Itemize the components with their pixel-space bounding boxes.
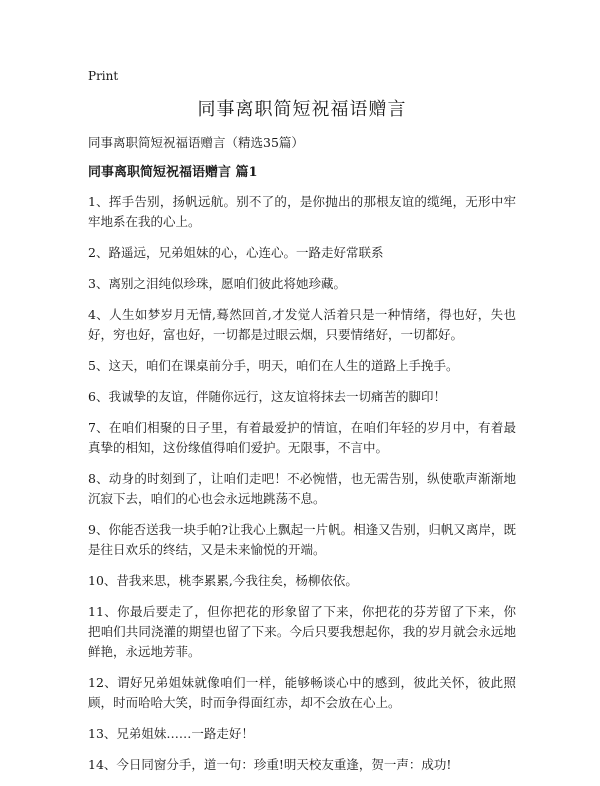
paragraph-5: 5、这天，咱们在课桌前分手，明天，咱们在人生的道路上手挽手。 (88, 358, 459, 373)
paragraph-10: 10、昔我来思，桃李累累,今我往矣，杨柳依依。 (88, 573, 358, 588)
paragraph-12: 12、谓好兄弟姐妹就像咱们一样，能够畅谈心中的感到，彼此关怀，彼此照顾，时而哈哈大笑，时而争得面红赤，却不会放在心上。 (88, 675, 516, 710)
paragraph-1: 1、挥手告别，扬帆远航。别不了的，是你抛出的那根友谊的缆绳，无形中牢牢地系在我的心上。 (88, 194, 516, 229)
paragraph-6: 6、我诚挚的友谊，伴随你远行，这友谊将抹去一切痛苦的脚印！ (88, 389, 446, 404)
paragraph-11: 11、你最后要走了，但你把花的形象留了下来，你把花的芬芳留了下来，你把咱们共同浇灌的期望也留了下来。今后只要我想起你，我的岁月就会永远地鲜艳，永远地芳菲。 (88, 604, 516, 659)
page-title: 同事离职简短祝福语赠言 (197, 99, 407, 120)
paragraph-13: 13、兄弟姐妹……一路走好！ (88, 726, 254, 741)
paragraph-14: 14、今日同窗分手，道一句：珍重!明天校友重逢，贺一声：成功! (88, 757, 452, 772)
print-label: Print (88, 69, 119, 83)
paragraph-8: 8、动身的时刻到了，让咱们走吧！不必惋惜，也无需告别，纵使歌声渐渐地沉寂下去，咱们的心也会永远地跳荡不息。 (88, 471, 516, 506)
paragraph-3: 3、离别之泪纯似珍珠，愿咱们彼此将她珍藏。 (88, 276, 346, 291)
paragraph-4: 4、人生如梦岁月无情,蓦然回首,才发觉人活着只是一种情绪，得也好，失也好，穷也好，富也好，一切都是过眼云烟，只要情绪好，一切都好。 (88, 307, 516, 342)
paragraph-2: 2、路遥远，兄弟姐妹的心，心连心。一路走好常联系 (88, 245, 384, 260)
section-heading: 同事离职简短祝福语赠言 篇1 (88, 165, 258, 180)
paragraph-9: 9、你能否送我一块手帕?让我心上飘起一片帆。相逢又告别，归帆又离岸，既是往日欢乐的终结，又是未来愉悦的开端。 (88, 522, 516, 557)
document-page (88, 68, 516, 786)
document-subtitle: 同事离职简短祝福语赠言（精选35篇） (88, 135, 304, 150)
paragraph-7: 7、在咱们相聚的日子里，有着最爱护的情谊，在咱们年轻的岁月中，有着最真挚的相知，这份缘值得咱们爱护。无限事，不言中。 (88, 420, 516, 455)
